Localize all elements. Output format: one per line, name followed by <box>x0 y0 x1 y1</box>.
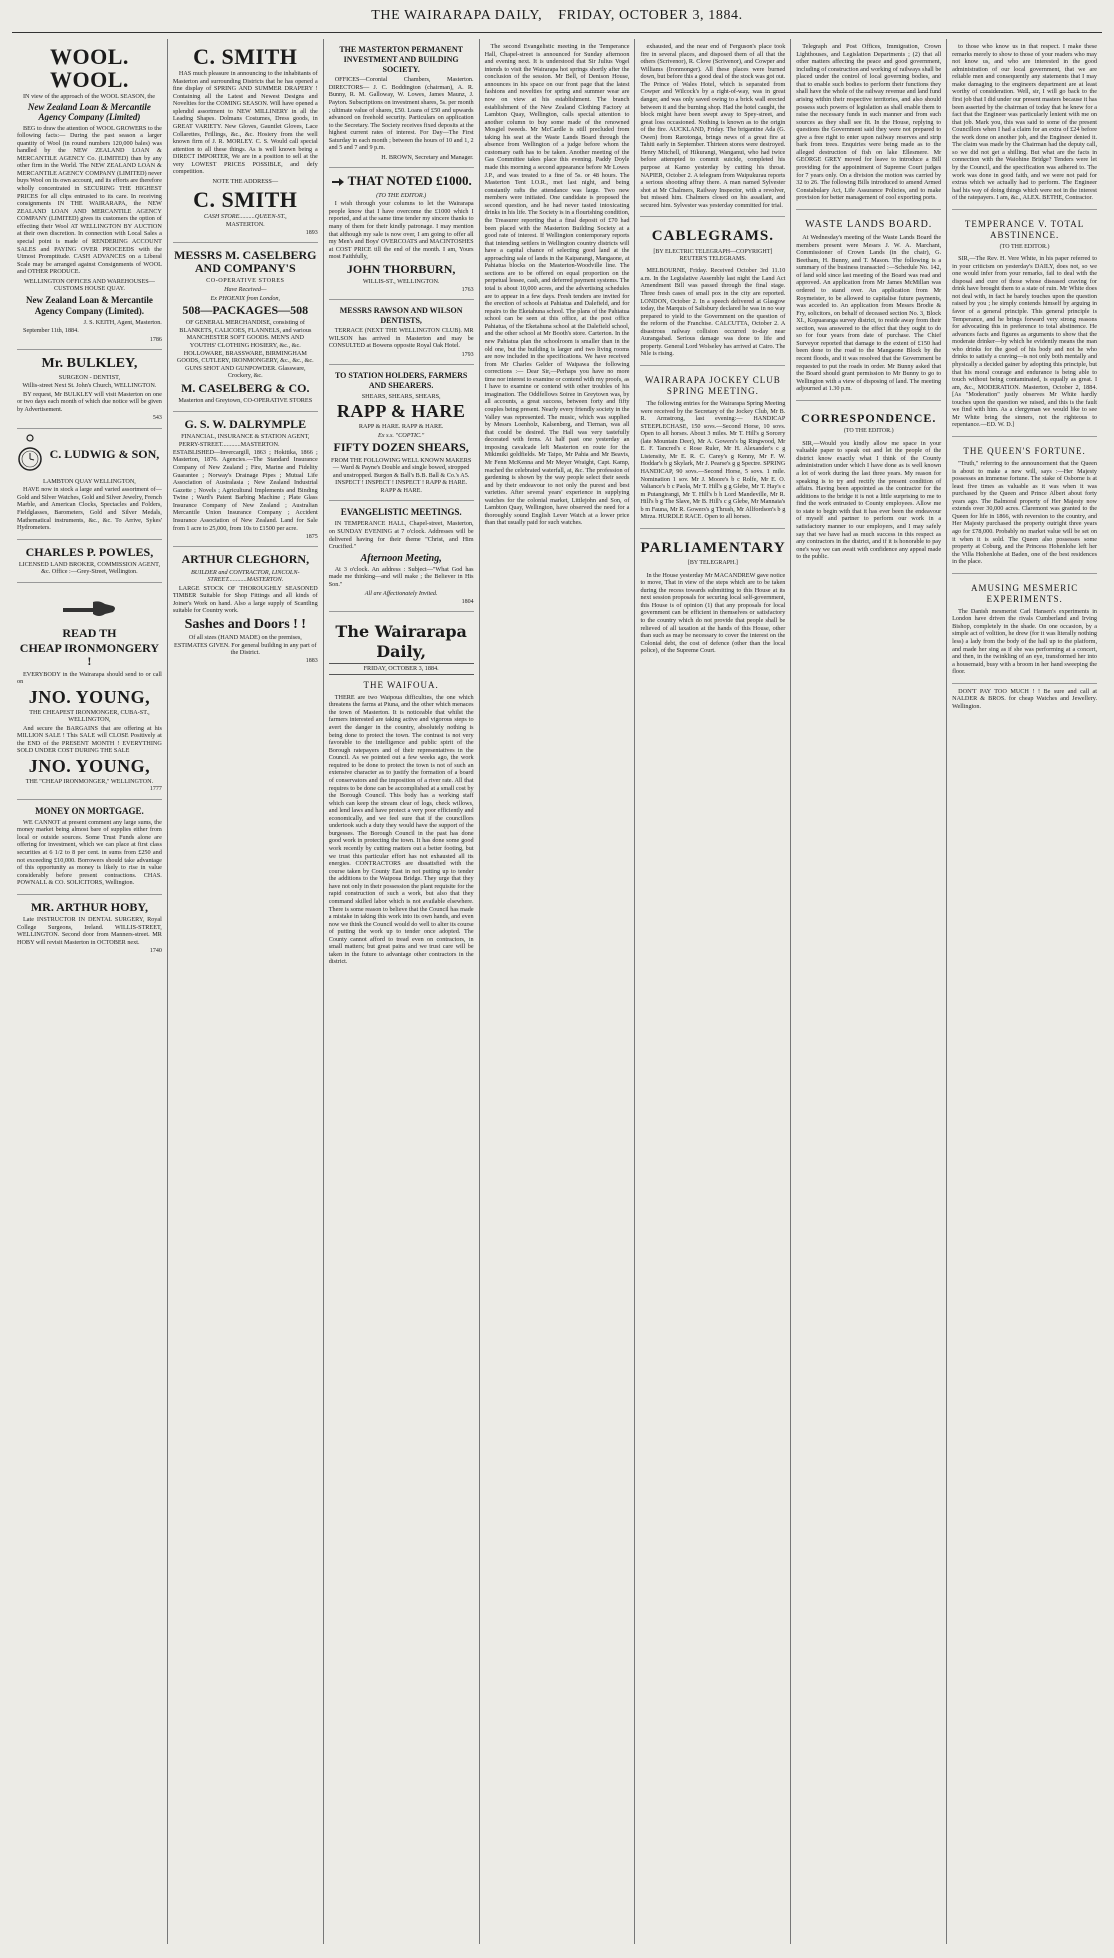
temp-body: SIR,—The Rev. H. Vere White, in his paper referred to in your criticism on yesterday's DAILY, does not, so we one would infer from your remarks, fail to deal with the disposal and cure of those whose diseased craving for drink have brought them to a state of ruin. Mr White does not deal with, in fact he barely touches upon the question raised by you ; he simply contends himself by arguing in favor of a general principle. This general principle is Temperance, and he brings forward very strong reasons for advocating this in preference to total abstinence. He advances facts and figures as arguments to show that the moderate drinker—by which he evidently means the man who drinks for the good of his body and not he who drinks to satisfy a craving—is not only both mentally and physically a decided gainer by adopting this principle, but that his moral courage and endurance is being able to touch without being contaminated, is equally as great. I am, &c., MODERATION. Masterton, October 2, 1884. [As "Moderation" justly observes Mr White hardly touches upon the question we raised, and this is the fault we find with him. As a clergyman we would like to see Mr White bring the sinners, not the righteous to repentance.—ED. W. D.] <box>952 255 1098 429</box>
hoby-title: MR. ARTHUR HOBY, <box>30 899 148 914</box>
smith-title-2: C. SMITH <box>193 186 298 212</box>
cleg-ref: 1883 <box>305 658 318 665</box>
parl-sub: [BY TELEGRAPH.] <box>687 560 738 567</box>
cable-title: CABLEGRAMS. <box>651 228 774 245</box>
thorburn-title: THAT NOTED £1000. <box>347 173 472 189</box>
ad-investment <box>329 39 474 168</box>
cleg-title: ARTHUR CLEGHORN, <box>181 552 310 567</box>
young-sub-2: THE "CHEAP IRONMONGER," WELLINGTON. <box>25 777 154 785</box>
cleg-end: Of all sizes (HAND MADE) on the premises, ESTIMATES GIVEN. For general building in any part of the District. <box>174 634 317 657</box>
smith-title: C. SMITH <box>193 44 298 69</box>
rapp-name: RAPP & HARE <box>336 401 466 422</box>
ad-caselberg <box>173 243 318 412</box>
rawson-title: MESSRS RAWSON AND WILSON DENTISTS, <box>339 305 463 325</box>
pocket-watch-icon <box>17 433 43 477</box>
ludwig-body: HAVE now in stock a large and varied assortment of— Gold and Silver Watches, Gold and Silver Jewelry, French Marble, and American Clocks, Spectacles and Folders, Fieldglasses, Barometers, Gold and Silver Medals, Mathematical instruments, &c., &c. To Arrive, Sykes' Hydrometers. <box>17 486 162 532</box>
jockey-club <box>640 366 785 529</box>
smith-body: HAS much pleasure in announcing to the inhabitants of Masterton and surrounding Districts that he has opened a fine display of SPRING AND SUMMER DRAPERY ! Containing all the Latest and Newest Designs and Novelties for the COMING SEASON. Will have opened a splendid assortment to NEW MILLINERY in all the Leading Shapes. Dolmans Costumes, Dress goods, in GREAT VARIETY. New Gloves, Gauntlet Gloves, Lace Collarettes, Frillings, &c., &c. Hosiery from the well known firm of J. R. MORLEY. C. S. Would call special attention to all these things. As is well known being a DIRECT IMPORTER, We are in a position to sell at the very LOWEST PRICES POSSIBLE, and defy competition. <box>172 70 318 176</box>
ad-bulkley <box>17 350 162 429</box>
waste-body: At Wednesday's meeting of the Waste Lands Board the members present were Messrs J. W. A. Marchant, Commissioner of Crown Lands (in the chair), G. Beetham, H. Bunny, and T. Mason. The following is a summary of the business transacted :—Schedule No. 142, of land sold since last meeting of the Board was read and approved. An application from Mr James McMillan was ordered to stand over. An application from Mr Roymeister, to be allowed to capitalise future payments, was acceded to. An application from Messrs Brodie & Fry, solicitors, on behalf of deceased section No. 3, Block XI., Kopuaranga survey district, to reside away from their section, was answered to the effect that they ought to do so for four years from date of purchase. The Chief Surveyor reported that damage to the extent of £150 had been done to the road to the Mangaone Block by the recent floods, and it was resolved that the Government be requested to put the roads in order. Mr Bunny asked that the Board should grant permission to Mr Bunny to go to Wellington with a view of disposing of land. The meeting adjourned at 1.30 p.m. <box>796 234 942 393</box>
column-3 <box>323 39 479 1944</box>
dal-ref: 1875 <box>305 534 318 541</box>
waste-title: WASTE LANDS BOARD. <box>805 218 933 230</box>
ad-hoby <box>17 895 162 961</box>
temp-title: TEMPERANCE V. TOTAL ABSTINENCE. <box>964 218 1085 240</box>
rapp-body: FROM THE FOLLOWING WELL KNOWN MAKERS— Ward & Payne's Double and single bowed, stropped and unstropped. Burgon & Ball's B.B. Ball & Co.'s A5. INSPECT ! INSPECT ! INSPECT ! RAPP & HARE. RAPP & HARE. <box>330 456 472 494</box>
waste-lands <box>796 210 941 401</box>
young-title-2: JNO. YOUNG, <box>28 756 151 776</box>
cleg-body: LARGE STOCK OF THOROUGHLY SEASONED TIMBER Suitable for Shop Fittings and all kinds of Joiner's Work on hand. Also a large supply of Scantling suitable for Country work. <box>172 584 318 615</box>
casel-arr: Have Received— <box>224 286 267 293</box>
bulkley-addr: Willis-street Next St. John's Church, WELLINGTON. <box>22 382 157 390</box>
ludwig-sub: LAMBTON QUAY WELLINGTON, <box>42 477 136 485</box>
evang-afternoon: Afternoon Meeting, <box>360 552 442 564</box>
parl-body: In the House yesterday Mr MACANDREW gave notice to move, That in view of the steps which are to be taken during the recess towards submitting to this House at its next session proposals for securing local self-government, this House is of opinion (1) that any proposals for local government can be efficient in themselves or satisfactory to the country which do not provide that people shall be relieved of all taxation at the hands of this House, other than such as may be necessary to cover the interest on the Colonial debt, the cost of defence (other than the local police), of the Supreme Court. <box>640 571 786 655</box>
wool-company-2: New Zealand Loan & Mercantile Agency Company (Limited). <box>26 294 153 316</box>
mesmer-title: AMUSING MESMERIC EXPERIMENTS. <box>970 582 1079 604</box>
wool-intro: IN view of the approach of the WOOL SEASON, the <box>23 93 155 101</box>
bulkley-sub: SURGEON - DENTIST, <box>58 373 121 381</box>
casel-body: OF GENERAL MERCHANDISE, consisting of BLANKETS, CALICOES, FLANNELS, and various MANCHESTER SOFT GOODS. MEN'S AND YOUTHS' CLOTHING HOSIERY, &c., &c. HOLLOWARE, BRASSWARE, BIRMINGHAM GOODS, CUTLERY, IRONMONGERY, &c., &c., &c. GUNS SHOT AND GUNPOWDER. Glassware, Crockery, &c. <box>176 319 314 380</box>
wool-body: BEG to draw the attention of WOOL GROWERS to the following facts:— During the past season a larger quantity of Wool (in round numbers 120,000 bales) was handled by the NEW ZEALAND LOAN & MERCANTILE AGENCY Co. (LIMITED) than by any other firm in the World. The NEW ZEALAND LOAN & MERCANTILE AGENCY COMPANY (LIMITED) never buys Wool on its own account, and its efforts are therefore wholly concentrated in SECURING THE HIGHEST PRICES for all clips entrusted to its care. In receiving consignments IN THE WAIRARAPA, the NEW ZEALAND LOAN AND MERCANTILE AGENCY COMPANY (LIMITED) gives its customers the option of effecting their Wool AT WELLINGTON BY AUCTION at their own discretion. In connection with Local Sales a special point is made of RENDERING ACCOUNT SALES and PAYING OVER PROCEEDS with the Utmost Promptitude. CASH ADVANCES on a Liberal Scale may be arranged against Consignments of WOOL and OTHER PRODUCE. <box>17 124 162 276</box>
pointing-hand-icon <box>331 175 345 189</box>
hand-pointer-icon <box>59 590 119 624</box>
evang-body: IN TEMPERANCE HALL, Chapel-street, Masterton, on SUNDAY EVENING at 7 o'clock. Addresses will be delivered having for their theme "Christ, and Him Crucified." <box>328 520 474 551</box>
thorburn-sign: JOHN THORBURN, <box>346 261 456 276</box>
column-6 <box>790 39 946 1944</box>
queens-fortune <box>952 437 1097 574</box>
parliament-cont <box>796 39 941 210</box>
rapp-ship: Ex s.s. "COPTIC." <box>378 431 425 439</box>
rawson-body: TERRACE (NEXT THE WELLINGTON CLUB). MR WILSON has arrived in Masterton and may be CONSULTED at Bowens opposite Royal Oak Hotel. <box>328 327 474 350</box>
column-1 <box>12 39 167 1944</box>
wool-date: September 11th, 1884. <box>23 327 79 335</box>
cleg-sub: BUILDER and CONTRACTOR, LINCOLN-STREET............MASTERTON. <box>191 568 300 584</box>
wool-office: WELLINGTON OFFICES AND WAREHOUSES— CUSTOMS HOUSE QUAY. <box>23 277 155 293</box>
ad-footer-body: DON'T PAY TOO MUCH ! ! Be sure and call at NALDER & BROS. for cheap Watches and Jewellery. Wellington. <box>952 687 1098 710</box>
editorial <box>329 612 474 973</box>
parl-title: PARLIAMENTARY <box>640 539 786 556</box>
correspondence <box>796 401 941 568</box>
ad-dalrymple <box>173 412 318 548</box>
local-news-body: The second Evangelistic meeting in the Temperance Hall, Chapel-street is announced for Sunday afternoon and evening next. It is understood that Sir Julius Vogel intends to visit the Wairarapa hot springs shortly after the conclusion of the session. Mr Bell, of Denison House, announces in his space on our front page that the latest fashions and novelties for spring and summer wear are now on view at his establishment. The branch establishment of the New Zealand Clothing Factory at Lambton Quay, Wellington, calls special attention to another column to buy some made of the renowned Mosgiel tweeds. Mr McCardle is still precluded from taking his seat at the Waste Lands Board through the absence from Wellington of a judge before whom the customary oath has to be taken. Another meeting of the Gas Committee takes place this evening. Paddy Doyle made this morning a second appearance before Mr Lowes J.P., and was treated to a fine of 5s. or 48 hours. The Masterton Tent I.O.R., met last night, and being constantly rafts the attendance was large. Two new members were initiated. One candidate is proposed the second question, and he had never tasted intoxicating drinks in his life. The Society is in a flourishing condition, the Treasurer reporting that a final deposit of £70 had been placed with the Masterton Building Society at a good rate of interest. If Wellington contemporary reports that intending settlers in Wellington country districts will have a capital chance of selecting good land at the approaching sale of lands in the Kaiparangi, Mangaone, at Pahiatua blocks on the Masterton-Woodville line. The sections are to be offered on equal proportion on the perpetual lessee, cash, and deferred payment systems. The total is about 10,000 acres, and the advertising schedules are to appear in a few days. Fresh tenders are invited for the erection of schools at Pahiatua and Dalefield, and for repairs to the Eketahuna school. The plans of the Pahiatua school can be seen at this office, at the post office Pahiatua, of the Eketahuna school at the Dalefield school, and the other school at Mr Booth's store. Carterton. In the new Pahiatua plan the schoolroom is smaller than in the old one, but the building is larger and two living rooms are now included in the specifications. We have received from Mr Charles Gelder of Waipawa the following corrections :— Dear Sir,—Perhaps you have no more time nor interest to examine or contend with my proofs, as I have to examine or contend with other troubles of his imagination. The Oddfellows Soiree in Greytown was, by all accounts, a great success, between forty and fifty couples being present. Nearly every friendly society in the Valley was represented. The music, which was supplied by Messrs Loenholz, Kalsenberg, and Tiernan, was all that could be desired. The Hall was very tastefully decorated with ferns. At half past one yesterday an imposing cavalcade left Masterton en route for the Mikimiki goldfields. Mr Taipo, Mr Pahia and Mr Beavis, Mr Fenn McKenna and Mr Meyer Wraight, Capt. Kamp, reached the celebrated waterfall, at, &c. The profession of gardening is shown by the way people select their seeds and by their endeavour to not only the purest and best varieties. After several years' experience in supplying watches for the colonial market, Littlejohn and Son, of Lambton Quay, Wellington, have observed the need for a thoroughly sound English Lever Watch at a lower price than that usually paid for such watches. <box>484 43 630 527</box>
money-title: MONEY ON MORTGAGE. <box>35 805 144 816</box>
wool-company: New Zealand Loan & Mercantile Agency Company (Limited) <box>27 101 151 122</box>
casel-title: MESSRS M. CASELBERG AND COMPANY'S <box>174 248 317 276</box>
temp-sub: (TO THE EDITOR.) <box>999 243 1050 250</box>
dal-sub: FINANCIAL, INSURANCE & STATION AGENT, <box>181 432 310 440</box>
parliament-cont-body: Telegraph and Post Offices, Immigration, Crown Lighthouses, and Legislation Departments ; (2) that all other matters affecting the peace and good government, including of construction and working of railways shall be placed under the control of local governing bodies, and that to enable such bodies to perform their functions they shall have the whole of the railway revenue and land fund arising within their respective territories, and also should possess such powers of legislation as shall enable them to raise the necessary funds in such manner and from such sources as they shall see fit. In the House, replying to questions the Government said they were not prepared to give a free right to enter upon railway reserves and strip bark from trees. Enquiries were being made as to the alleged destruction of fish on lake Ellesmere. Mr GEORGE GREY moved for leave to introduce a Bill providing for the appointment of Supreme Court judges for 7 years only. On a division the motion was carried by 32 to 26. The following Bills introduced to amend Armed Constabulary Act, Life Assurance Policies, and to make provision for better management of cool exporting ports. <box>796 43 942 202</box>
rapp-title: TO STATION HOLDERS, FARMERS AND SHEARERS. <box>334 371 468 391</box>
wool-ref: 1786 <box>149 336 162 343</box>
young-body: And secure the BARGAINS that are offering at his MILLION SALE ! This SALE will CLOSE Positively at the END of the PRESENT MONTH ! EVERYTHING SOLD UNDER COST DURING THE SALE <box>17 724 162 755</box>
rawson-ref: 1793 <box>461 352 474 359</box>
jockey-title: WAIRARAPA JOCKEY CLUB SPRING MEETING. <box>644 375 781 397</box>
young-sub: THE CHEAPEST IRONMONGER, CUBA-ST., WELLINGTON, <box>29 708 150 724</box>
column-5 <box>634 39 790 1944</box>
thorburn-ref: 1763 <box>461 286 474 293</box>
powles-title: CHARLES P. POWLES, <box>25 544 154 559</box>
corr-title: CORRESPONDENCE. <box>801 410 937 425</box>
evang-title: EVANGELISTIC MEETINGS. <box>340 507 462 518</box>
paper-date: FRIDAY, OCTOBER 3, 1884. <box>329 663 474 675</box>
columns <box>12 39 1102 1944</box>
column-7 <box>946 39 1102 1944</box>
dal-title: G. S. W. DALRYMPLE <box>184 416 307 431</box>
waifoua-title: THE WAIFOUA. <box>363 679 439 690</box>
casel-packages: 508—PACKAGES—508 <box>182 303 309 318</box>
ad-smith <box>173 39 318 243</box>
invest-sign: H. BROWN, Secretary and Manager. <box>381 153 474 161</box>
hoby-body: Late INSTRUCTOR IN DENTAL SURGERY, Royal College Surgeons, Ireland. WILLIS-STREET, WELLINGTON. Second door from Manners-street. MR HOBY will revisit Masterton in OCTOBER next. <box>17 915 162 946</box>
bulkley-body: BY request, Mr BULKLEY will visit Masterton on one or two days each month of which due notice will be given by Advertisement. <box>17 390 162 413</box>
ad-money <box>17 800 162 895</box>
smith-ref: 1893 <box>305 229 318 236</box>
ad-footer <box>952 684 1097 718</box>
telegrams <box>640 39 785 217</box>
bulkley-ref: 543 <box>152 415 162 422</box>
smith-note: NOTE THE ADDRESS— <box>212 177 279 185</box>
evang-ref: 1804 <box>461 598 474 605</box>
thorburn-addr: WILLIS-ST., WELLINGTON. <box>362 277 440 285</box>
young-ref: 1777 <box>149 786 162 793</box>
ad-wool <box>17 39 162 350</box>
ad-thorburn <box>329 168 474 299</box>
smith-town: MASTERTON. <box>225 221 265 229</box>
paper-nameplate: The Wairarapa Daily, <box>335 622 467 661</box>
ad-cleghorn <box>173 547 318 670</box>
temperance <box>952 210 1097 437</box>
cable-body: MELBOURNE, Friday. Received October 3rd 11.10 a.m. In the Legislative Assembly last night the Land Act Amendment Bill was passed through the final stage. Three fresh cases of small pox in the city are reported. LONDON, October 2. In a speech delivered at Glasgow today, the Marquis of Salisbury declared he was in no way prepared to yield to the Government on the question of the reform of the Franchise. CALCUTTA, October 2. A disastrous railway collision occurred to-day near Aurangabad. Serious damage was done to life and property. General Lord Wolseley has arrived at Cairo. The Nile is rising. <box>640 267 786 358</box>
ad-ludwig <box>17 429 162 540</box>
bulkley-title: Mr. BULKLEY, <box>41 356 138 372</box>
young-intro: EVERYBODY in the Wairarapa should send to or call on <box>17 670 162 686</box>
money-body: WE CANNOT at present comment any large sums, the money market being almost bare of supplies either from local or outside sources. Some Trust Funds alone are offering for investment, which we can place at first class securities at 6 1/2 to 8 per cent. in sums from £250 and not exceeding £10,000. Borrowers should take advantage of this opportunity as money is likely to rise in value considerably before present contractions. CHAS. POWNALL & CO. SOLICITORS, Wellington. <box>17 818 162 887</box>
cleg-sashes: Sashes and Doors ! ! <box>184 616 306 632</box>
column-2 <box>167 39 323 1944</box>
queen-body: "Truth," referring to the announcement that the Queen is about to make a new will, says :—Her Majesty possesses an immense fortune. The stake of Osborne is at least five times as valuable as it was when it was purchased by the Queen and Prince Albert about forty years ago. The Balmoral property of Her Majesty now extends over 30,000 acres. Claremont was granted to the Queen for life in 1866, with reversion to the country, and Her Majesty purchased the property outright three years ago for £78,000. Probably no market value will be set on it when it is sold. The Queen also possesses some property at Coburg, and the Princess Hohenlohe left her the Villa Hohenlohe at Baden, one of the best residences in the place. <box>952 459 1098 566</box>
smith-store: CASH STORE..........QUEEN-ST., <box>203 212 287 220</box>
invest-title: THE MASTERTON PERMANENT INVESTMENT AND BUILDING SOCIETY. <box>339 45 463 74</box>
ad-rapp-hare <box>329 365 474 501</box>
rapp-fifty: FIFTY DOZEN SHEARS, <box>333 440 469 455</box>
local-news <box>485 39 630 534</box>
parliamentary <box>640 529 785 662</box>
invest-body: OFFICES—Coronial Chambers, Masterton. DIRECTORS— J. C. Boddington (chairman), A. R. Bunny, R. M. Galloway, W. Lowes, James Maunz, J. Payton. Subscriptions on investment shares, 5s. per month ; ultimate value of shares, £50. Loans of £50 and upwards advanced on freehold security. Particulars on application to the Secretary. The Society receives fixed deposits at the highest current rates of interest. For Day—The First Saturday in each month ; between the hours of 10 and 1, 2 and 5 and 7 and 9 p.m. <box>328 76 474 152</box>
column-4 <box>479 39 635 1944</box>
young-title: JNO. YOUNG, <box>28 686 151 707</box>
masthead-date: FRIDAY, OCTOBER 3, 1884. <box>558 8 743 23</box>
casel-sub: CO-OPERATIVE STORES <box>206 277 285 285</box>
jockey-body: The following entries for the Wairarapa Spring Meeting were received by the Secretary of the Jockey Club, Mr B. R. Armstrong, last evening:— HANDICAP STEEPLECHASE, 150 sovs.—Second Horse, 10 sovs. Open to all horses. About 3 miles. Mr T. Hill's g Sorcery (late Mountain Deer), Mr A. Gowers's bg Ringwood, Mr E. F. Tancred's c Rose Ruler, Mr H. Alexander's c g Listensity, Mr E. R. C. Carey's g Kenny, Mr F. W. Hoddar's b g Skylark, Mr J. Pearse's g g Spectre. SPRING HANDICAP, 90 sovs.—Second Horse, 5 sovs. 1 mile. Nomination 1 sov. Mr J. Moore's b c Rolfe, Mr E. O. Valiance's b c Paola, Mr T. Hill's g g Glebe, Mr T. Hay's c m Putangirangi, Mr T. Hill's b h Lord Mandeville, Mr R. Hill's b g The Slave, Mr B. Hill's c g Glebe, Mr Mannaia's b m Fauna, Mr R. Gowers's g Thrush, Mr Allfordson's b g Mirza. HURDLE RACE. Open to all horses. <box>640 399 786 521</box>
thorburn-body: I wish through your columns to let the Wairarapa people know that I have overcome the £1000 which I reported, and at the same time tender my sincere thanks to many of them for their kindly patronage. I may mention that although my sale is now over, I am going to offer all my Men's and Boys' OVERCOATS and MACINTOSHES at COST PRICE till the end of the month. I am, Yours most Faithfully, <box>328 200 474 261</box>
powles-body: LICENSED LAND BROKER, COMMISSION AGENT, &c. Office :—Grey-Street, Wellington. <box>18 560 161 576</box>
evang-invite: All are Affectionately Invited. <box>364 590 438 598</box>
cable-sub: [BY ELECTRIC TELEGRAPH—COPYRIGHT] REUTER'S TELEGRAMS. <box>653 248 773 262</box>
waifoua-body: THERE are two Waipoua difficulties, the one which threatens the farms at Piuna, and the other which menaces the town of Masterton. It is noticeable that whilst the farmers interested are taking active and vigorous steps to avert the danger in the country, absolutely nothing is being done to protect the town. The contrast is not very favorable to the intelligence and public spirit of the Borough ratepayers and of their representatives in the Council. As we pointed out a few weeks ago, the work required to be done to protect the town is not of such an extensive character as to justify the formation of a board of conservators and the imposition of a river rate. All that requires to be done can be accomplished at a small cost by the Borough Council. This body has a working staff which can keep the stream clear of logs, check willows, and lend laws and have protect a very poor efficiently and economically, and we feel sure that if the councillors undertook such a duty they would have the support of the burgesses. The Borough Council in the past has done good work in protecting the town. It has done some good work recently by cutting matters out a better footing, but we trust this particular effort has not exhausted all its energies. CONTRACTORS are dissatisfied with the course taken by County East in not putting up to tender the additions to the Waipoua Bridge. They urge that they have not only in their possession the plant requisite for the rapid construction of such a work, but also that they command skilled labor which is not available elsewhere. There is some reason to believe that the Council has made a mistake in taking this work into its own hands, and even now we think the Council would do well to alter its course of putting the work up to tender once adopted. The County cannot afford to tread even on contractors, in small matters; but great pains and we trust care will be taken in the future to advantage other contractors in the district. <box>328 693 474 966</box>
dal-body: PERRY-STREET............MASTERTON. ESTABLISHED—Invercargill, 1863 ; Hokitika, 1866 ; Masterton, 1876. Agencies.—The Standard Insurance Company of New Zealand ; Fire, Marine and Fidelity Guarantee ; Norway's Drainage Pipes ; Mutual Life Association of Australasia ; New Zealand Industrial Gazette ; Novels ; Agricultural Implements and Binding Twine ; Ward's Patent Barbing Machine ; Plate Glass Insurance Company of New Zealand ; Australian Mercantile Union Insurance Company ; Accident Insurance Association of New Zealand. Land for Sale from 1 acre to 25,000, from 10s to £1500 per acre. <box>172 441 318 532</box>
casel-sub-2: Masterton and Greytown, CO-OPERATIVE STORES <box>178 397 313 404</box>
corr-body: SIR,—Would you kindly allow me space in your valuable paper to speak out and let the people of the district know exactly what I think of the County administration under which I have done as is well known a lot of work during the last three years. My reason for speaking is to try and rectify the present condition of affairs. Having been appointed as the contractor for the additions to the bridge it is not a little surprising to me to find the work entrusted to County employees. Allow me to state to begin with that it has ever been the endeavour of myself and partner to perform our work in a satisfactory manner to our employers, and I may safely say that we have had as much success in this respect as any contractors in the district, and if it is honorable to pay one's way we can await with confidence any appeal made to the public. <box>796 439 942 561</box>
corr-sub: (TO THE EDITOR.) <box>843 428 894 435</box>
ad-read <box>17 583 162 800</box>
rapp-sub: RAPP & HARE. RAPP & HARE. <box>358 423 444 431</box>
rapp-shears: SHEARS, SHEARS, SHEARS, <box>361 392 441 400</box>
masthead <box>12 8 1102 33</box>
mesmeric <box>952 574 1097 684</box>
ludwig-title: C. LUDWIG & SON, <box>49 447 160 462</box>
ad-rawson <box>329 300 474 366</box>
wool-sign: J. S. KEITH, Agent, Masterton. <box>83 318 162 326</box>
letter-cont <box>952 39 1097 210</box>
telegrams-body: exhausted, and the near end of Ferguson's place took fire in several places, and disposed them of all that the others (Scrivenor), R. Clove (Scrivenor), and Cowper and Williams (Ironmonger). All these places were burned down, but before this a good deal of the stock was got out. The Prince of Wales Hotel, which is separated from Cowper and Wilcock's by a right-of-way, was in great danger, and was only saved owing to a brick wall erected between it and the burning shop. Had the hotel caught, the block might have been swept away to Spey-street, and great loss occasioned. Nothing is known as to the origin of the fire. AUCKLAND, Friday. The brigantine Ada (G. Owen) from Rarotonga, brings news of a great fire at Tahiti early in September. Thirteen stores were destroyed. Henry Mitchell, of Hikurangi, Wanganui, who had twice before attempted to commit suicide, completed his purpose at Kamo yesterday by cutting his throat. NAPIER, October 2. A telegram from Waipukurau reports a serious shooting affray there. A man named Sylvester shot at Mr Chalmers, Railway Inspector, with a revolver, but missed him. Chalmers closed on his assailant, and secured him. Sylvester was yesterday committed for trial. <box>640 43 786 209</box>
cheap-title: CHEAP IRONMONGERY ! <box>19 641 160 669</box>
mesmer-body: The Danish mesmerist Carl Hansen's experiments in London have driven the rivals Cumberland and Irving Bishop, completely in the shade. On one occasion, by a simple act of volition, he drew (for it was literally nothing less) a lady from the body of the hall up to the platform, and made her sing as if she was performing at a concert, and then, in the twinkling of an eye, transformed her into a housemaid, busy with a broom in her hand sweeping the floor. <box>952 607 1098 676</box>
wool-title: WOOL. WOOL. <box>49 44 129 93</box>
cablegrams <box>640 217 785 366</box>
casel-title-2: M. CASELBERG & CO. <box>181 380 310 395</box>
thorburn-ed: (TO THE EDITOR.) <box>376 191 427 199</box>
queen-title: THE QUEEN'S FORTUNE. <box>963 446 1086 456</box>
evang-body-2: At 3 o'clock. An address : Subject—"What God has made me thinking—and will make ; the Believer in His Son." <box>328 565 474 588</box>
letter-cont-body: to those who know us in that respect. I make these remarks merely to show to those of your readers who may not know us, and who are interested in the good administration of our local government, that we are reliable men and consequently any statements that I may make damaging to the engineers department are at least worthy of consideration. Well, sir, I will go back to the first job that I did under our present masters because it has been asserted by the chairman of today that he knew for a fact that the Engineer was particularly lenient with me on that job. Mark you, this was said to some of the present Councillors when I had a claim for an extra of £24 before the work done on another job, and the Engineer denied it. The claim was made by the Chairman had the deputy call, so we did not get a shilling. But what are the facts in connection with the Waiohine Bridge? Tenders were let by the Council, and the specification was adhered to. The work was done in good faith, and we were not paid for extras which we actually had to perform. The Engineer had his way of doing things which were not in the interest of the ratepayers. I am, &c., ALEX. BETHE, Contractor. <box>952 43 1098 202</box>
masthead-paper: THE WAIRARAPA DAILY, <box>371 8 543 23</box>
casel-ship: Ex PHOENIX from London, <box>210 294 281 302</box>
ad-powles <box>17 540 162 583</box>
hoby-ref: 1740 <box>149 948 162 955</box>
read-title: READ TH <box>62 626 117 641</box>
ad-evangelistic <box>329 501 474 612</box>
